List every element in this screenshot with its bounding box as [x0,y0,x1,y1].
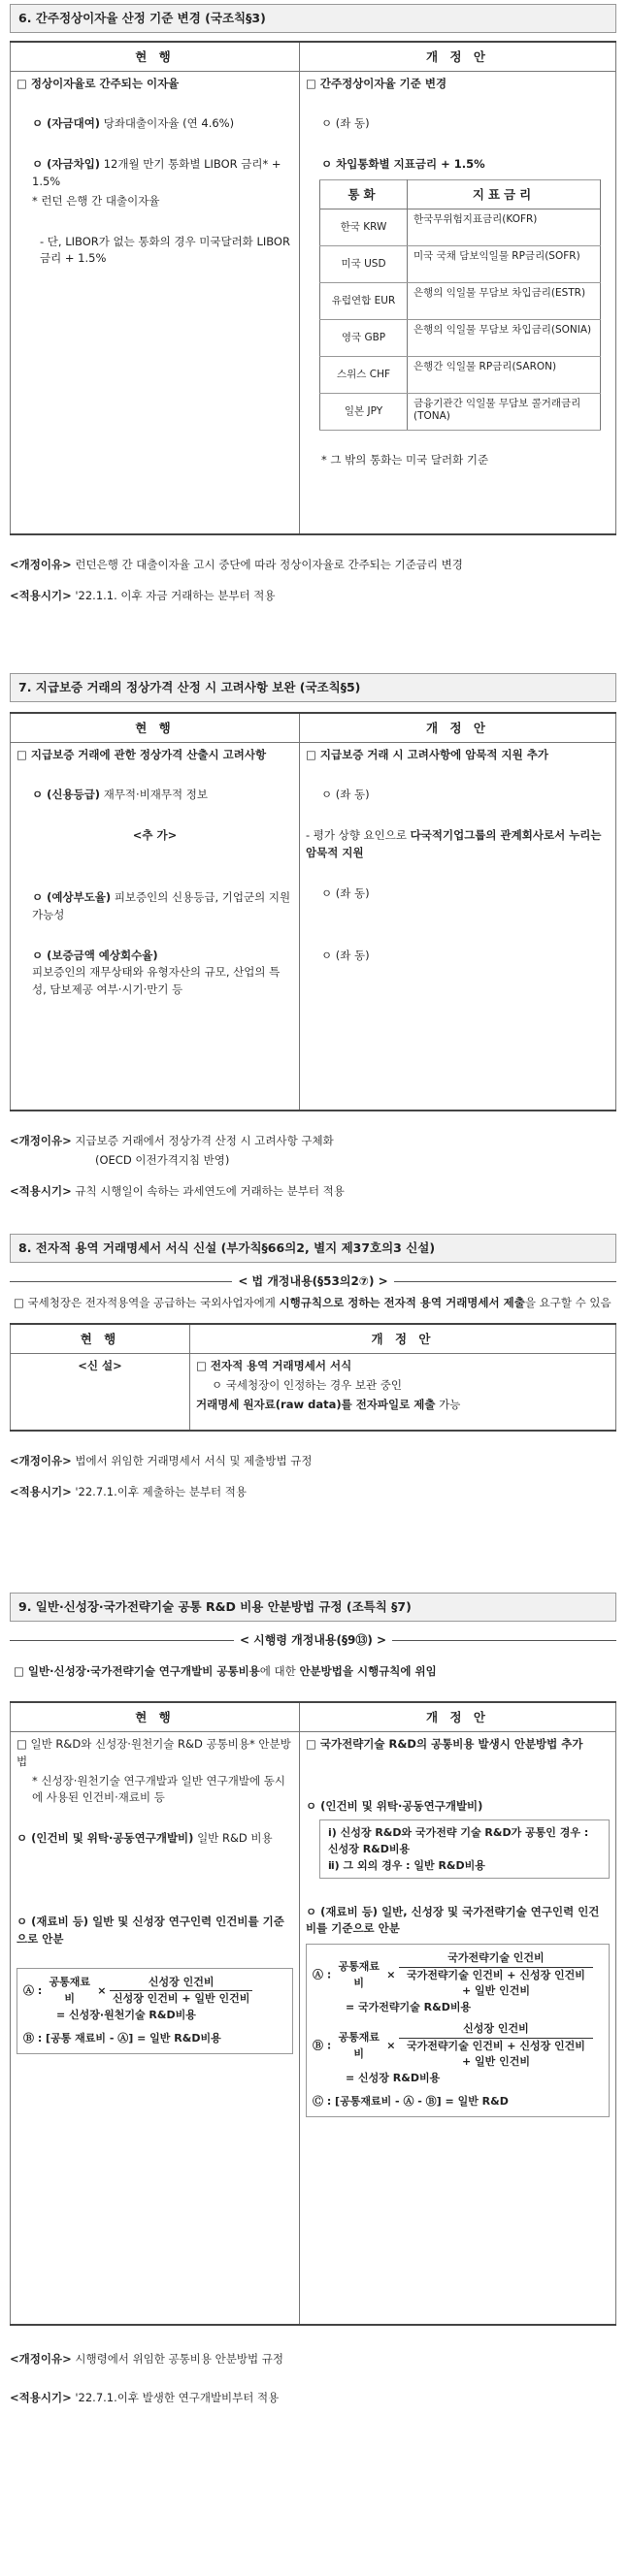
law-box-head: < 법 개정내용(§53의2⑦) > [10,1272,616,1291]
formula-b: Ⓑ : [313,2039,332,2052]
reason-text: 런던은행 간 대출이자율 고시 중단에 따라 정상이자율로 간주되는 기준금리 변경 [71,558,463,571]
apply-text: '22.1.1. 이후 자금 거래하는 분부터 적용 [71,588,276,602]
formula-a: Ⓐ : [313,1968,332,1981]
formula-common: 공통재료비 [338,2031,380,2060]
cur-dash-note: - 단, LIBOR가 없는 통화의 경우 미국달러화 LIBOR금리 + 1.5% [40,234,290,266]
new-labor: ㅇ (인건비 및 위탁·공동연구개발비) [306,1798,483,1813]
formula-num-b: 신성장 인건비 [399,2021,593,2039]
new-line-1: ㅇ 국세청장이 인정하는 경우 보관 중인 [212,1377,403,1392]
new-head: □ 간주정상이자율 기준 변경 [306,76,447,90]
formula-b: Ⓑ : [공통 재료비 - Ⓐ] = 일반 R&D비용 [23,2032,221,2045]
new-labor-i: ⅰ) 신성장 R&D와 국가전략 기술 R&D가 공통인 경우 : 신성장 R&D비용 [328,1825,589,1855]
decree-box-c: 안분방법을 시행규칙에 위임 [299,1663,437,1678]
new-line-2a: 거래명세 원자료(raw data)를 전자파일로 제출 [196,1397,436,1411]
decree-box-b: 에 대한 [259,1663,300,1678]
header-revision: 개 정 안 [190,1324,616,1353]
section-7-title: 7. 지급보증 거래의 정상가격 산정 시 고려사항 보완 (국조칙§5) [10,673,616,702]
new-labor-ii: ⅱ) 그 외의 경우 : 일반 R&D비용 [328,1858,485,1872]
cur-borrow-label: ㅇ (자금차입) [32,157,101,172]
new-same-2: ㅇ (좌 동) [321,886,370,900]
section-8 [10,1234,616,1503]
new-formula [306,1944,610,2117]
section-7 [10,673,616,1202]
section-8-title: 8. 전자적 용역 거래명세서 서식 신설 (부가칙§66의2, 별지 제37호의3 신설) [10,1234,616,1263]
rate-index: 미국 국채 담보익일물 RP금리(SOFR) [408,245,601,282]
decree-box-a: □ 일반·신성장·국가전략기술 연구개발비 공통비용 [14,1663,260,1678]
rate-index: 금융기관간 익일물 무담보 콜거래금리(TONA) [408,393,601,430]
cur-labor-text: 일반 R&D 비용 [193,1831,273,1846]
cur-material: ㅇ (재료비 등) 일반 및 신성장 연구인력 인건비를 기준으로 안분 [17,1914,284,1946]
rate-currency: 미국 USD [320,245,408,282]
section-6-title: 6. 간주정상이자율 산정 기준 변경 (국조칙§3) [10,4,616,33]
formula-times: × [97,1983,107,1997]
cur-amt-label: ㅇ (보증금액 예상회수율) [32,948,158,962]
cur-amt-text: 피보증인의 재무상태와 유형자산의 규모, 산업의 특성, 담보제공 여부·시기·만기 등 [32,965,281,997]
reason-label: <개정이유> [10,558,72,571]
apply-label: <적용시기> [10,1183,72,1198]
rate-currency: 한국 KRW [320,209,408,245]
rate-index: 은행간 익일물 RP금리(SARON) [408,356,601,393]
formula-den: 신성장 인건비 + 일반 인건비 [112,1992,250,2006]
rate-table [319,179,601,431]
cur-labor: ㅇ (인건비 및 위탁·공동연구개발비) [17,1831,194,1846]
cur-loan-label: ㅇ (자금대여) [32,116,101,131]
reason-label: <개정이유> [10,1454,72,1468]
section-7-table [10,712,616,1111]
rate-currency: 영국 GBP [320,319,408,356]
apply-text: 규칙 시행일이 속하는 과세연도에 거래하는 분부터 적용 [71,1183,345,1198]
reason-label: <개정이유> [10,1134,72,1147]
decree-box-head: < 시행령 개정내용(§9⑬) > [10,1631,616,1650]
formula-eq-a: = 국가전략기술 R&D비용 [346,2000,472,2013]
apply-text: '22.7.1.이후 제출하는 분부터 적용 [71,1485,247,1499]
new-head: □ 국가전략기술 R&D의 공통비용 발생시 안분방법 추가 [306,1736,583,1751]
header-current: 현 행 [11,1702,300,1731]
cur-formula [17,1968,293,2054]
cur-add: <추 가> [132,828,178,843]
cur-exp-label: ㅇ (예상부도율) [32,889,112,904]
law-box-a: □ 국세청장은 전자적용역을 공급하는 국외사업자에게 [14,1295,280,1309]
apply-label: <적용시기> [10,588,72,602]
rate-currency: 유럽연합 EUR [320,282,408,319]
formula-den-a: 국가전략기술 인건비 + 신성장 인건비 + 일반 인건비 [406,1968,585,1998]
formula-times: × [386,2039,396,2052]
formula-times: × [386,1968,396,1981]
rate-currency: 스위스 CHF [320,356,408,393]
formula-den-b: 국가전략기술 인건비 + 신성장 인건비 + 일반 인건비 [406,2039,585,2069]
cur-head: □ 지급보증 거래에 관한 정상가격 산출시 고려사항 [17,747,267,761]
cur-head: □ 정상이자율로 간주되는 이자율 [17,76,180,90]
new-borrow: ㅇ 차입통화별 지표금리 + 1.5% [321,157,485,172]
cur-credit-text: 재무적·비재무적 정보 [100,788,209,802]
new-material: ㅇ (재료비 등) 일반, 신성장 및 국가전략기술 연구인력 인건비를 기준으로 안분 [306,1904,600,1936]
apply-text: '22.7.1.이후 발생한 연구개발비부터 적용 [71,2391,280,2405]
formula-eq: = 신성장·원천기술 R&D비용 [56,2008,196,2021]
rate-head-currency: 통화 [320,179,408,209]
new-same-1: ㅇ (좌 동) [321,788,370,802]
cur-star: * 신성장·원천기술 연구개발과 일반 연구개발에 동시에 사용된 인건비·재료비 등 [32,1773,285,1805]
header-revision: 개 정 안 [300,713,616,742]
reason-text: 법에서 위임한 거래명세서 서식 및 제출방법 규정 [71,1454,313,1468]
rate-index: 한국무위험지표금리(KOFR) [408,209,601,245]
header-current: 현 행 [11,42,300,71]
cur-new: <신 설> [78,1358,122,1372]
new-note: * 그 밖의 통화는 미국 달러화 기준 [321,452,489,467]
cur-star-note: * 런던 은행 간 대출이자율 [32,193,160,208]
new-dash-a: - 평가 상향 요인으로 [306,828,411,843]
cur-exp-text: 피보증인의 신용등급, 기업군의 지원가능성 [32,889,291,921]
section-9 [10,1593,616,2409]
new-same: ㅇ (좌 동) [321,116,370,131]
new-dash-b: 다국적기업그룹의 관계회사로서 누리는 암묵적 지원 [306,828,602,859]
rate-head-index: 지표금리 [408,179,601,209]
new-labor-box [319,1819,610,1879]
formula-c: Ⓒ : [공통재료비 - Ⓐ - Ⓑ] = 일반 R&D [313,2095,509,2109]
section-9-table [10,1701,616,2326]
formula-num: 신성장 인건비 [110,1975,252,1992]
section-9-title: 9. 일반·신성장·국가전략기술 공통 R&D 비용 안분방법 규정 (조특칙 §7) [10,1593,616,1622]
header-current: 현 행 [11,713,300,742]
formula-eq-b: = 신성장 R&D비용 [346,2071,441,2084]
cur-borrow-text: 12개월 만기 통화별 LIBOR 금리* + 1.5% [32,157,281,188]
rate-currency: 일본 JPY [320,393,408,430]
cur-loan-text: 당좌대출이자율 (연 4.6%) [100,116,235,131]
header-revision: 개 정 안 [300,42,616,71]
rate-index: 은행의 익일물 무담보 차입금리(ESTR) [408,282,601,319]
section-8-table [10,1323,616,1432]
formula-a: Ⓐ : [23,1983,43,1997]
header-revision: 개 정 안 [300,1702,616,1731]
apply-label: <적용시기> [10,1485,72,1499]
header-current: 현 행 [11,1324,190,1353]
reason-label: <개정이유> [10,2352,72,2367]
new-head: □ 지급보증 거래 시 고려사항에 암묵적 지원 추가 [306,747,548,761]
law-box-c: 을 요구할 수 있음 [524,1295,611,1309]
formula-common: 공통재료비 [49,1976,90,2005]
new-same-3: ㅇ (좌 동) [321,948,370,962]
law-box-b: 시행규칙으로 정하는 전자적 용역 거래명세서 제출 [279,1295,525,1309]
reason-sub: (OECD 이전가격지침 반영) [95,1152,230,1167]
section-6-table [10,41,616,535]
cur-credit-label: ㅇ (신용등급) [32,788,101,802]
apply-label: <적용시기> [10,2391,72,2405]
rate-index: 은행의 익일물 무담보 차입금리(SONIA) [408,319,601,356]
reason-text: 지급보증 거래에서 정상가격 산정 시 고려사항 구체화 [71,1134,334,1147]
formula-common: 공통재료비 [338,1960,380,1989]
new-line-2b: 가능 [435,1397,461,1411]
new-head: □ 전자적 용역 거래명세서 서식 [196,1358,352,1372]
reason-text: 시행령에서 위임한 공통비용 안분방법 규정 [71,2352,283,2367]
section-6 [10,4,616,607]
formula-num-a: 국가전략기술 인건비 [399,1950,593,1968]
cur-head: □ 일반 R&D와 신성장·원천기술 R&D 공통비용* 안분방법 [17,1736,291,1768]
